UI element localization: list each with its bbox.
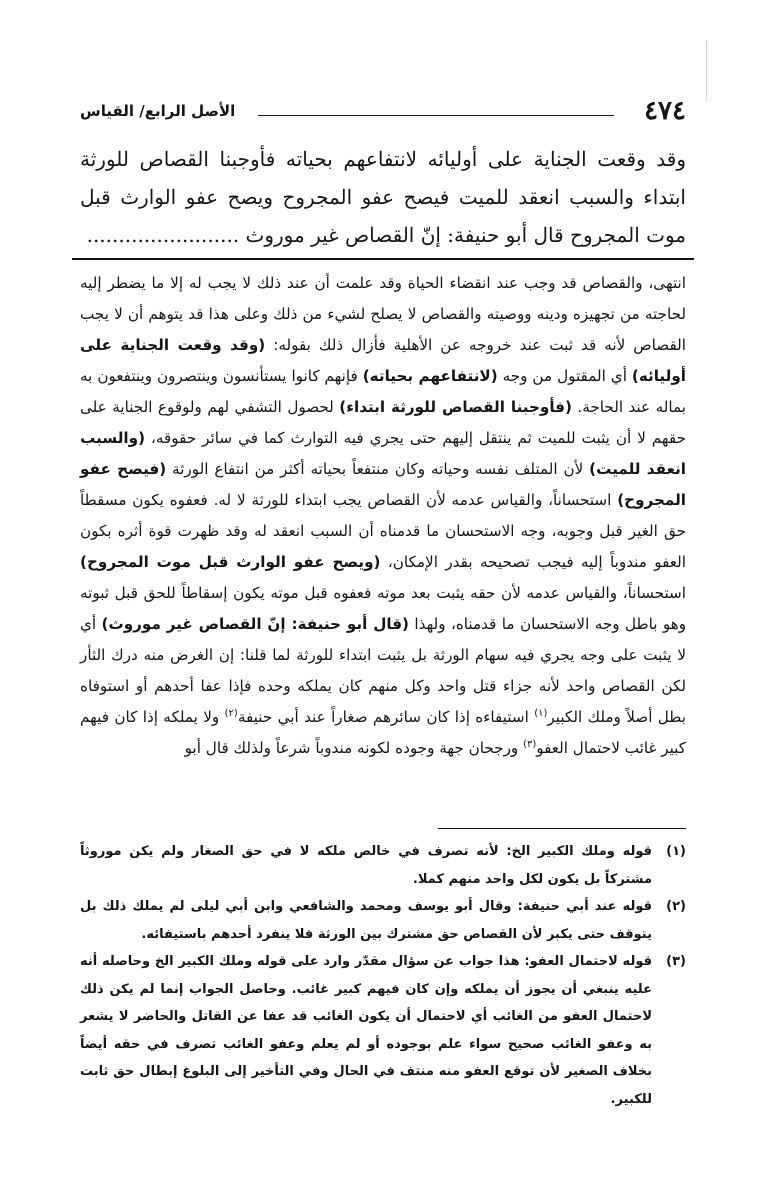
footnote-text: قوله وملك الكبير الخ: لأنه تصرف في خالص ملكه لا في حق الصغار ولم يكن موروثاً مشتركاً بل يكون لكل واحد منهم كملا. bbox=[80, 844, 652, 887]
quoted-text: (والسبب انعقد للميت) bbox=[80, 429, 686, 478]
footnote-ref: (١) bbox=[534, 707, 548, 719]
commentary-segment: استيفاءه إذا كان سائرهم صغاراً عند أبي حنيفة bbox=[237, 708, 535, 726]
footnote bbox=[80, 948, 686, 1113]
commentary-segment: لأن المتلف نفسه وحياته وكان منتفعاً بحياته أكثر من انتفاع الورثة bbox=[166, 460, 590, 478]
commentary-segment: لحصول التشفي لهم ولوقوع الجناية على حقهم لا أن يثبت للميت ثم ينتقل إليهم حتى يجري فيه التوارث كما في سائر حقوقه، bbox=[80, 398, 686, 447]
commentary-segment: استحساناً، والقياس عدمه لأن القصاص يجب ابتداء للورثة لا له. فعفوه يكون مسقطاً حق الغير قبل وجوبه، وجه الاستحسان ما قدمناه أن السبب انعقد له وقد ظهرت قوة أثره بكون العفو مندوباً إليه فيجب تصحيحه بقدر الإمكان، bbox=[80, 491, 686, 571]
page-number: ٤٧٤ bbox=[644, 96, 686, 126]
commentary-segment: أي لا يثبت على وجه يجري فيه سهام الورثة بل يثبت ابتداء للورثة لما قلنا: إن الغرض منه درك الثأر لكن القصاص واحد لأنه جزاء قتل واحد وكل منهم كان يملكه وحده فإذا عفا أحدهم أو استوفاه بطل أصلاً وملك الكبير bbox=[80, 615, 686, 726]
quoted-text: (ويصح عفو الوارث قبل موت المجروح) bbox=[80, 553, 381, 571]
footnote bbox=[80, 893, 686, 948]
commentary-text bbox=[80, 268, 686, 764]
commentary-segment: فإنهم كانوا يستأنسون وينتصرون وينتفعون به بماله عند الحاجة. bbox=[80, 367, 686, 416]
quoted-text: (لانتفاعهم بحياته) bbox=[362, 367, 498, 385]
commentary-segment: أي المقتول من وجه bbox=[497, 367, 632, 385]
quoted-text: (قال أبو حنيفة: إنّ القصاص غير موروث) bbox=[101, 615, 409, 633]
page-header bbox=[80, 94, 686, 130]
commentary-segment: ولا يملكه إذا كان فيهم كبير غائب لاحتمال العفو bbox=[80, 708, 686, 757]
quoted-text: (وقد وقعت الجناية على أوليائه) bbox=[80, 336, 686, 385]
footnote-divider bbox=[438, 828, 686, 829]
commentary-segment: انتهى، والقصاص قد وجب عند انقضاء الحياة وقد علمت أن عند ذلك لا يجب له إلا ما يضطر إليه لحاجته من تجهيزه ودينه ووصيته والقصاص لا يصلح لشيء من ذلك وعلى هذا قد يتوهم أن لا يجب القصاص لأنه قد ثبت عند خروجه عن الأهلية فأزال ذلك بقوله: bbox=[80, 274, 686, 354]
footnote-number: (١) bbox=[666, 844, 686, 859]
footnotes bbox=[80, 838, 686, 1113]
header-rule bbox=[258, 115, 614, 116]
footnote-text: قوله عند أبي حنيفة: وقال أبو يوسف ومحمد والشافعي وابن أبي ليلى لم يملك ذلك بل يتوقف حتى يكبر لأن القصاص حق مشترك بين الورثة فلا ينفرد أحدهم باستيفائه. bbox=[80, 899, 652, 942]
footnote-ref: (٢) bbox=[224, 707, 238, 719]
quoted-text: (فأوجبنا القصاص للورثة ابتداء) bbox=[339, 398, 572, 416]
footnote-number: (٢) bbox=[666, 899, 686, 914]
main-text-dots: ........................ bbox=[86, 223, 240, 247]
quoted-text: (فيصح عفو المجروح) bbox=[80, 460, 686, 509]
commentary-segment: استحساناً، والقياس عدمه لأن حقه يثبت بعد موته فعفوه قبل موته يكون إسقاطاً للحق قبل ثبوته وهو باطل وجه الاستحسان ما قدمناه، ولهذا bbox=[80, 584, 687, 633]
scan-edge-marks bbox=[706, 40, 711, 100]
commentary-segment: ورجحان جهة وجوده لكونه مندوباً شرعاً ولذلك قال أبو bbox=[184, 739, 524, 757]
footnote-ref: (٣) bbox=[523, 738, 537, 750]
footnote bbox=[80, 838, 686, 893]
main-text-body: وقد وقعت الجناية على أوليائه لانتفاعهم بحياته فأوجبنا القصاص للورثة ابتداء والسبب انعقد للميت فيصح عفو المجروح ويصح عفو الوارث قبل موت المجروح قال أبو حنيفة: إنّ القصاص غير موروث bbox=[80, 147, 686, 247]
section-divider bbox=[72, 258, 694, 260]
footnote-text: قوله لاحتمال العفو: هذا جواب عن سؤال مقدّر وارد على قوله وملك الكبير الخ وحاصله أنه عليه ينبغي أن يجوز أن يملكه وإن كان فيهم كبير غائب. وحاصل الجواب إنما لم يكن ذلك لاحتمال العفو من الغائب أي لاحتمال أن يكون الغائب قد عفا عن القاتل والحاضر لا يشعر به وعفو الغائب صحيح سواء علم بوجوده أو لم يعلم وعفو الغائب تصرف في حقه أيضاً بخلاف الصغير لأن توقع العفو منه منتف في الحال وفي التأخير إلى البلوغ إبطال حق ثابت للكبير. bbox=[80, 954, 652, 1107]
running-head: الأصل الرابع/ القياس bbox=[80, 102, 236, 120]
main-text bbox=[80, 140, 686, 254]
footnote-number: (٣) bbox=[666, 954, 686, 969]
